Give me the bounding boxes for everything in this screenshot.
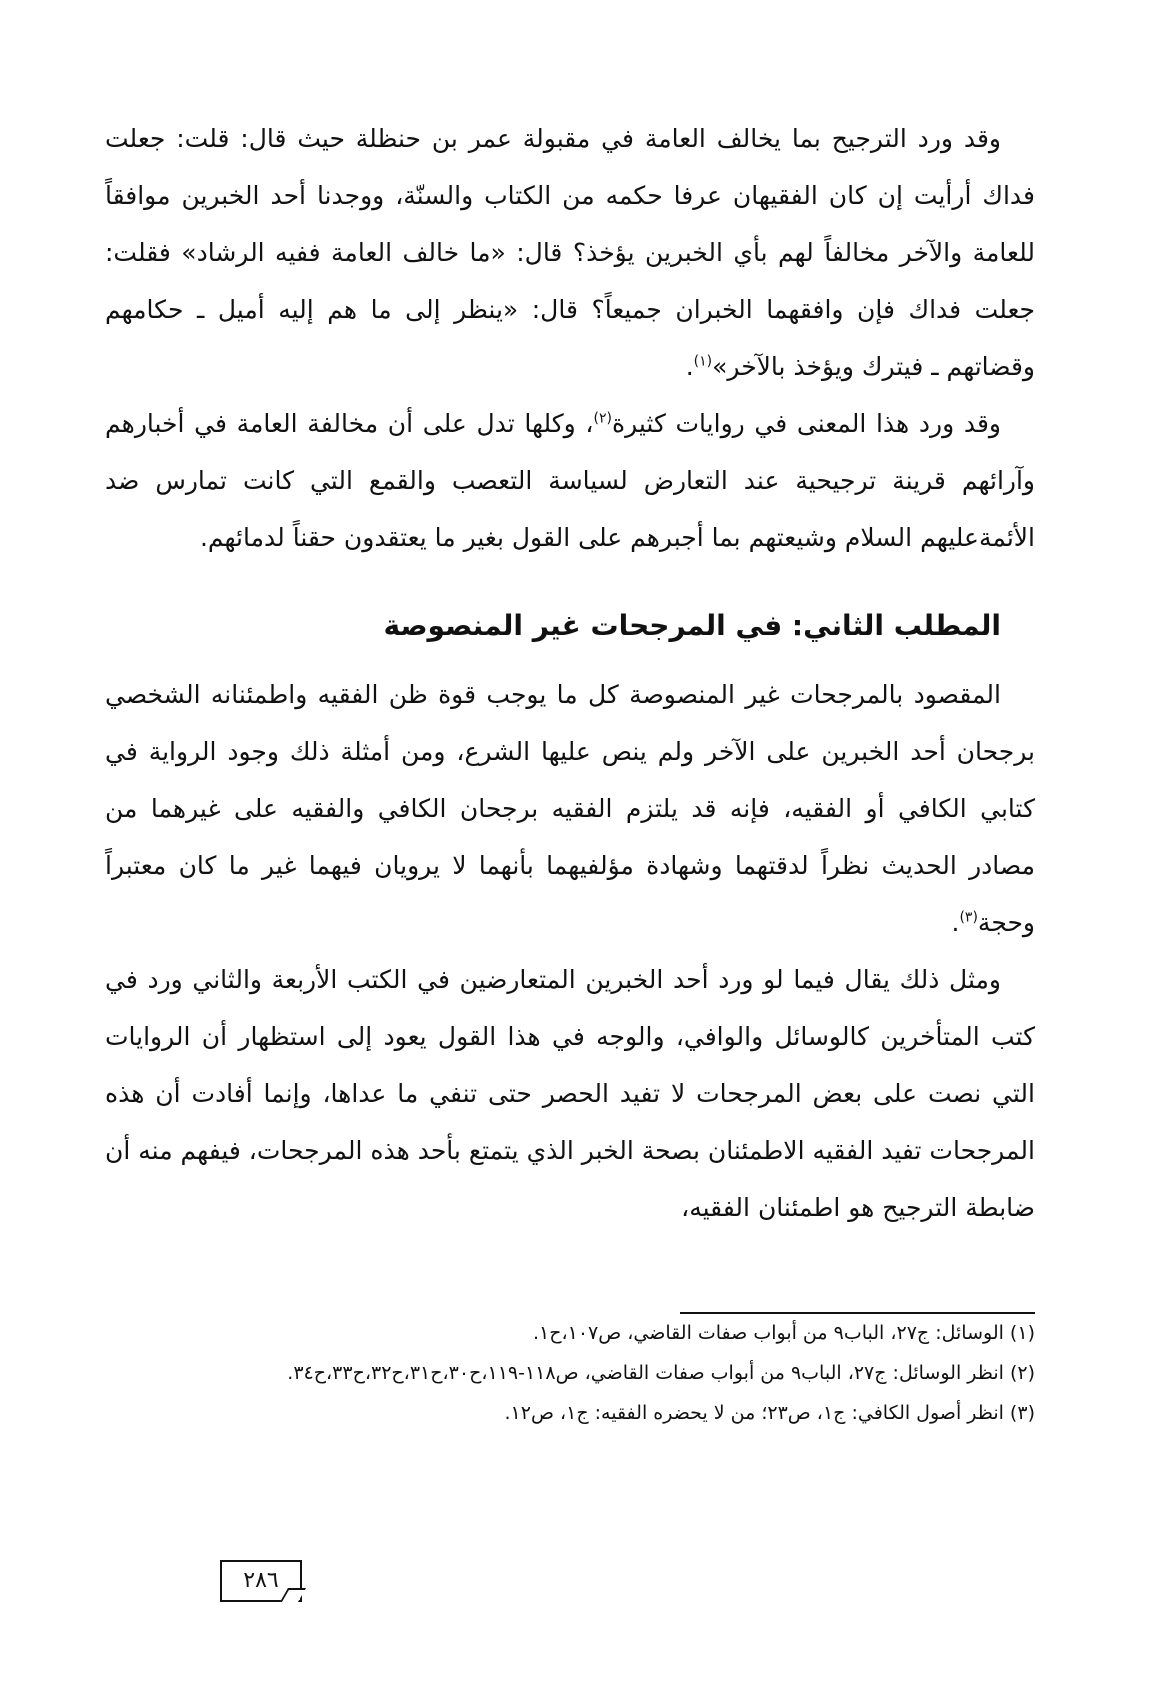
paragraph-tail: . bbox=[685, 352, 694, 381]
main-text bbox=[105, 110, 1035, 1236]
page-number: ٢٨٦ bbox=[220, 1560, 302, 1602]
paragraph-tail: . bbox=[951, 908, 960, 937]
footnotes bbox=[105, 1313, 1035, 1433]
footnote-ref-3: (٣) bbox=[959, 909, 978, 926]
section-heading: المطلب الثاني: في المرجحات غير المنصوصة bbox=[383, 609, 1001, 642]
paragraph-text: ومثل ذلك يقال فيما لو ورد أحد الخبرين المتعارضين في الكتب الأربعة والثاني ورد في كتب المتأخرين كالوسائل والوافي، والوجه في هذا القول يعود إلى استظهار أن الروايات التي نصت على بعض المرجحات لا تفيد الحصر حتى تنفي ما عداها، وإنما أفادت أن هذه المرجحات تفيد الفقيه الاطمئنان بصحة الخبر الذي يتمتع بأحد هذه المرجحات، فيفهم منه أن ضابطة الترجيح هو اطمئنان الفقيه، bbox=[105, 965, 1035, 1222]
footnote-item: (٣) انظر أصول الكافي: ج١، ص٢٣؛ من لا يحضره الفقيه: ج١، ص١٢. bbox=[504, 1402, 1035, 1424]
footnote-ref-2: (٢) bbox=[593, 410, 612, 427]
paragraph-tail: ، وكلها تدل على أن مخالفة العامة في أخبارهم وآرائهم قرينة ترجيحية عند التعارض لسياسة التعصب والقمع التي كانت تمارس ضد الأئمةعليهم السلام وشيعتهم بما أجبرهم على القول بغير ما يعتقدون حقناً لدمائهم. bbox=[105, 409, 1035, 552]
paragraph-text: وقد ورد الترجيح بما يخالف العامة في مقبولة عمر بن حنظلة حيث قال: قلت: جعلت فداك أرأيت إن كان الفقيهان عرفا حكمه من الكتاب والسنّة، ووجدنا أحد الخبرين موافقاً للعامة والآخر مخالفاً لهم بأي الخبرين يؤخذ؟ قال: «ما خالف العامة ففيه الرشاد» فقلت: جعلت فداك فإن وافقهما الخبران جميعاً؟ قال: «ينظر إلى ما هم إليه أميل ـ حكامهم وقضاتهم ـ فيترك ويؤخذ بالآخر» bbox=[105, 124, 1035, 381]
footnote-item: (١) الوسائل: ج٢٧، الباب٩ من أبواب صفات القاضي، ص١٠٧،ح١. bbox=[532, 1322, 1035, 1344]
footnote-item: (٢) انظر الوسائل: ج٢٧، الباب٩ من أبواب صفات القاضي، ص١١٨-١١٩،ح٣٠،ح٣١،ح٣٢،ح٣٣،ح٣٤. bbox=[287, 1362, 1035, 1384]
footnote-ref-1: (١) bbox=[693, 353, 713, 370]
paragraph-1 bbox=[105, 110, 1035, 395]
paragraph-4 bbox=[105, 951, 1035, 1236]
paragraph-3 bbox=[105, 666, 1035, 951]
paragraph-2 bbox=[105, 395, 1035, 566]
paragraph-text: وقد ورد هذا المعنى في روايات كثيرة bbox=[611, 409, 1001, 438]
paragraph-text: المقصود بالمرجحات غير المنصوصة كل ما يوجب قوة ظن الفقيه واطمئنانه الشخصي برجحان أحد الخبرين على الآخر ولم ينص عليها الشرع، ومن أمثلة ذلك وجود الرواية في كتابي الكافي أو الفقيه، فإنه قد يلتزم الفقيه برجحان الكافي والفقيه على غيرهما من مصادر الحديث نظراً لدقتهما وشهادة مؤلفيهما بأنهما لا يرويان فيهما غير ما كان معتبراً وحجة bbox=[105, 680, 1035, 937]
